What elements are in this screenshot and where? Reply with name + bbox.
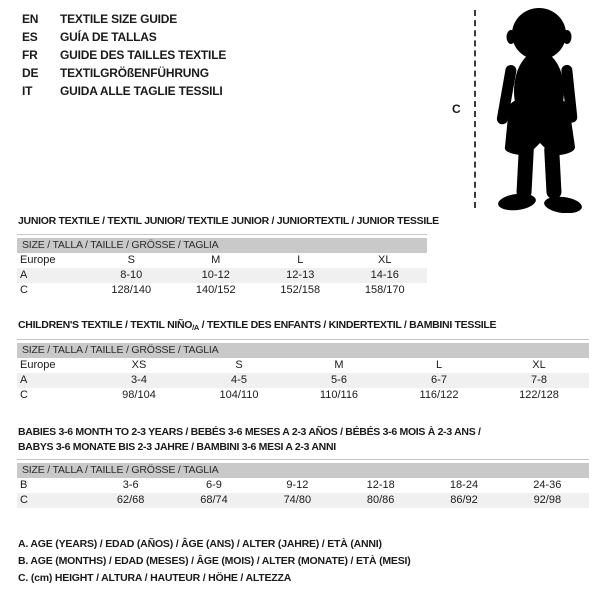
- table-cell: 110/116: [319, 389, 359, 401]
- language-title: TEXTILE SIZE GUIDE: [60, 12, 178, 26]
- row-label: C: [20, 389, 28, 401]
- row-label: Europe: [20, 254, 56, 266]
- children-title-subscript: /A: [192, 323, 200, 332]
- table-cell: 116/122: [419, 389, 459, 401]
- language-row-en: [22, 10, 226, 28]
- table-cell: 18-24: [449, 479, 479, 491]
- table-cell: L: [297, 254, 304, 266]
- table-cell: 98/104: [122, 389, 156, 401]
- table-cell: 5-6: [331, 374, 347, 386]
- children-size-table: [17, 339, 589, 403]
- language-code: DE: [22, 66, 39, 80]
- table-cell: 24-36: [533, 479, 562, 491]
- babies-table-header: SIZE / TALLA / TAILLE / GRÖSSE / TAGLIA: [17, 463, 589, 478]
- table-cell: 3-4: [131, 374, 147, 386]
- baby-shorts: [505, 95, 575, 155]
- table-cell: S: [235, 359, 243, 371]
- baby-ear-right: [563, 30, 572, 44]
- baby-leg-right: [544, 143, 562, 200]
- language-row-it: [22, 82, 226, 100]
- children-section-title: [18, 319, 496, 332]
- table-cell: M: [211, 254, 221, 266]
- junior-section-title: JUNIOR TEXTILE / TEXTIL JUNIOR/ TEXTILE JUNIOR / JUNIORTEXTIL / JUNIOR TESSILE: [18, 215, 439, 227]
- table-cell: 104/110: [219, 389, 259, 401]
- height-measure-dashed-line: [474, 10, 476, 208]
- junior-table-header: SIZE / TALLA / TAILLE / GRÖSSE / TAGLIA: [17, 238, 427, 253]
- baby-silhouette-image: [482, 7, 596, 213]
- legend-line-c: C. (cm) HEIGHT / ALTURA / HAUTEUR / HÖHE / ALTEZZA: [18, 572, 292, 584]
- language-title: GUIDA ALLE TAGLIE TESSILI: [60, 84, 223, 98]
- table-cell: M: [334, 359, 344, 371]
- table-cell: 122/128: [519, 389, 559, 401]
- table-top-rule: [17, 339, 589, 340]
- language-title: TEXTILGRÖßENFÜHRUNG: [60, 66, 209, 80]
- language-code: ES: [22, 30, 38, 44]
- table-cell: 8-10: [120, 269, 143, 281]
- table-cell: 12-18: [366, 479, 395, 491]
- table-cell: 68/74: [200, 494, 228, 506]
- table-cell: 86/92: [450, 494, 478, 506]
- table-cell: 92/98: [533, 494, 562, 506]
- table-cell: 3-6: [122, 479, 139, 491]
- row-label: A: [20, 269, 28, 281]
- table-row: [17, 493, 589, 508]
- baby-foot-right: [543, 195, 583, 213]
- language-row-es: [22, 28, 226, 46]
- table-cell: XS: [131, 359, 147, 371]
- junior-size-table: [17, 234, 427, 298]
- language-row-de: [22, 64, 226, 82]
- table-row: [17, 268, 427, 283]
- row-label: C: [20, 284, 28, 296]
- table-cell: 9-12: [286, 479, 309, 491]
- language-title: GUIDE DES TAILLES TEXTILE: [60, 48, 227, 62]
- table-cell: 6-9: [206, 479, 222, 491]
- table-cell: 152/158: [280, 284, 321, 296]
- language-code: IT: [22, 84, 33, 98]
- table-cell: 12-13: [286, 269, 315, 281]
- table-row: [17, 373, 589, 388]
- table-cell: 4-5: [231, 374, 247, 386]
- table-cell: 158/170: [364, 284, 405, 296]
- legend-line-b: B. AGE (MONTHS) / EDAD (MESES) / ÂGE (MOIS) / ALTER (MONATE) / ETÀ (MESI): [18, 555, 411, 567]
- table-top-rule: [17, 459, 589, 460]
- table-row: [17, 253, 427, 268]
- table-row: [17, 388, 589, 403]
- measurement-legend: [18, 536, 411, 587]
- babies-title-line1: BABIES 3-6 MONTH TO 2-3 YEARS / BEBÉS 3-6 MESES A 2-3 AÑOS / BÉBÉS 3-6 MOIS À 2-3 ANS /: [18, 426, 481, 438]
- babies-section-title: [18, 425, 578, 455]
- table-cell: 7-8: [531, 374, 547, 386]
- language-row-fr: [22, 46, 226, 64]
- table-cell: XL: [378, 254, 392, 266]
- children-title-suffix: / TEXTILE DES ENFANTS / KINDERTEXTIL / BAMBINI TESSILE: [199, 319, 497, 331]
- children-table-header: SIZE / TALLA / TAILLE / GRÖSSE / TAGLIA: [17, 343, 589, 358]
- legend-line-a: A. AGE (YEARS) / EDAD (AÑOS) / ÂGE (ANS) / ALTER (JAHRE) / ETÀ (ANNI): [18, 538, 382, 550]
- table-cell: 80/86: [366, 494, 395, 506]
- table-row: [17, 358, 589, 373]
- babies-size-table: [17, 459, 589, 508]
- children-title-prefix: CHILDREN'S TEXTILE / TEXTIL NIÑO: [18, 319, 193, 331]
- table-row: [17, 478, 589, 493]
- row-label: Europe: [20, 359, 56, 371]
- table-top-rule: [17, 234, 427, 235]
- table-cell: 140/152: [195, 284, 236, 296]
- row-label: B: [20, 479, 28, 491]
- table-cell: L: [435, 359, 443, 371]
- table-cell: S: [127, 254, 135, 266]
- height-measure-label: C: [452, 102, 461, 116]
- baby-ear-left: [507, 30, 516, 44]
- table-cell: 14-16: [370, 269, 399, 281]
- table-row: [17, 283, 427, 298]
- table-cell: 128/140: [111, 284, 152, 296]
- babies-title-line2: BABYS 3-6 MONATE BIS 2-3 JAHRE / BAMBINI 3-6 MESI A 2-3 ANNI: [18, 441, 336, 453]
- language-code: FR: [22, 48, 38, 62]
- table-cell: 74/80: [283, 494, 312, 506]
- table-cell: 10-12: [201, 269, 230, 281]
- table-cell: 62/68: [116, 494, 145, 506]
- row-label: C: [20, 494, 28, 506]
- language-guide-list: [22, 10, 226, 100]
- row-label: A: [20, 374, 28, 386]
- language-title: GUÍA DE TALLAS: [60, 30, 157, 44]
- table-cell: XL: [532, 359, 546, 371]
- table-cell: 6-7: [431, 374, 447, 386]
- language-code: EN: [22, 12, 39, 26]
- baby-leg-left: [516, 143, 534, 200]
